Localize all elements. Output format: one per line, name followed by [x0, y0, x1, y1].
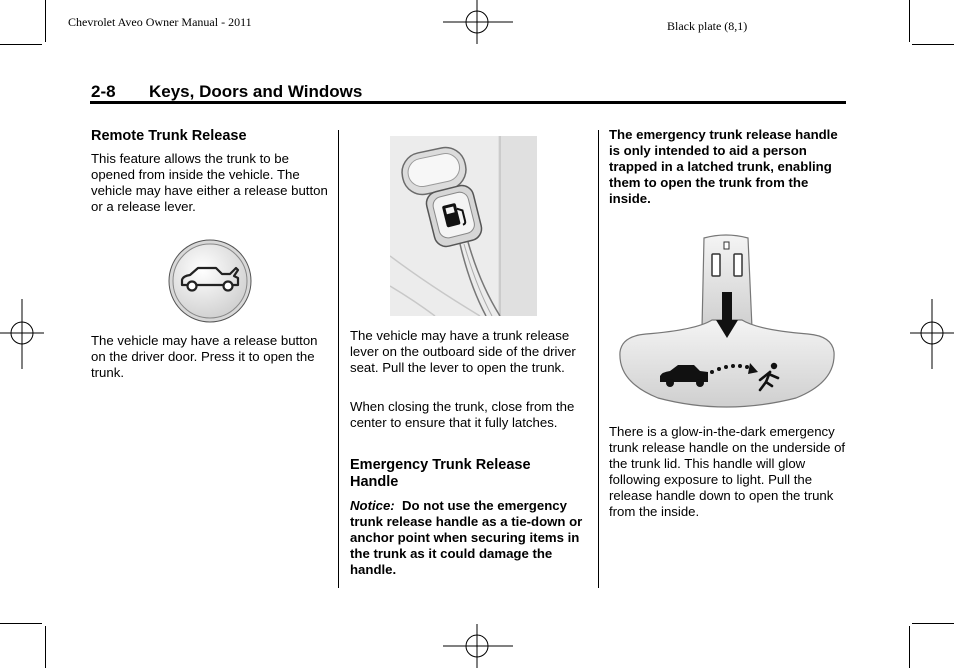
trunk-release-button-figure: [166, 238, 254, 324]
page-number: 2-8: [91, 82, 116, 101]
registration-mark-left: [0, 296, 44, 372]
trunk-release-lever-figure: [390, 136, 537, 316]
notice-text: Do not use the emergency trunk release handle as a tie-down or anchor point when securing items in the trunk as it could damage the handle.: [350, 498, 583, 577]
heading-remote-trunk-release: Remote Trunk Release: [91, 128, 247, 144]
column-rule-1: [338, 130, 339, 588]
paragraph-release-lever: The vehicle may have a trunk release lever on the outboard side of the driver seat. Pull the lever to open the trunk.: [350, 328, 576, 375]
registration-mark-bottom: [440, 624, 516, 668]
column-rule-2: [598, 130, 599, 588]
header-plate-info: Black plate (8,1): [667, 19, 748, 33]
section-title: Keys, Doors and Windows: [149, 82, 363, 101]
paragraph-glow-in-the-dark-handle: There is a glow-in-the-dark emergency trunk release handle on the underside of the trunk lid. This handle will glow following exposure to light. Pull the release handle down to open the trunk from the inside.: [609, 424, 846, 519]
paragraph-emergency-handle-purpose: The emergency trunk release handle is only intended to aid a person trapped in a latched trunk, enabling them to open the trunk from the inside.: [609, 127, 838, 206]
notice-label: Notice:: [350, 498, 395, 513]
emergency-trunk-release-handle-figure: [616, 232, 838, 410]
heading-emergency-trunk-release: Emergency Trunk Release Handle: [350, 457, 531, 490]
title-rule: [90, 101, 846, 104]
paragraph-trunk-open-feature: This feature allows the trunk to be opened from inside the vehicle. The vehicle may have either a release button or a release lever.: [91, 151, 328, 214]
header-manual-title: Chevrolet Aveo Owner Manual - 2011: [68, 15, 252, 29]
notice-block: [350, 498, 588, 578]
paragraph-release-button: The vehicle may have a release button on the driver door. Press it to open the trunk.: [91, 333, 318, 380]
paragraph-closing-trunk: When closing the trunk, close from the center to ensure that it fully latches.: [350, 399, 575, 430]
registration-mark-right: [910, 296, 954, 372]
registration-mark-top: [440, 0, 516, 44]
